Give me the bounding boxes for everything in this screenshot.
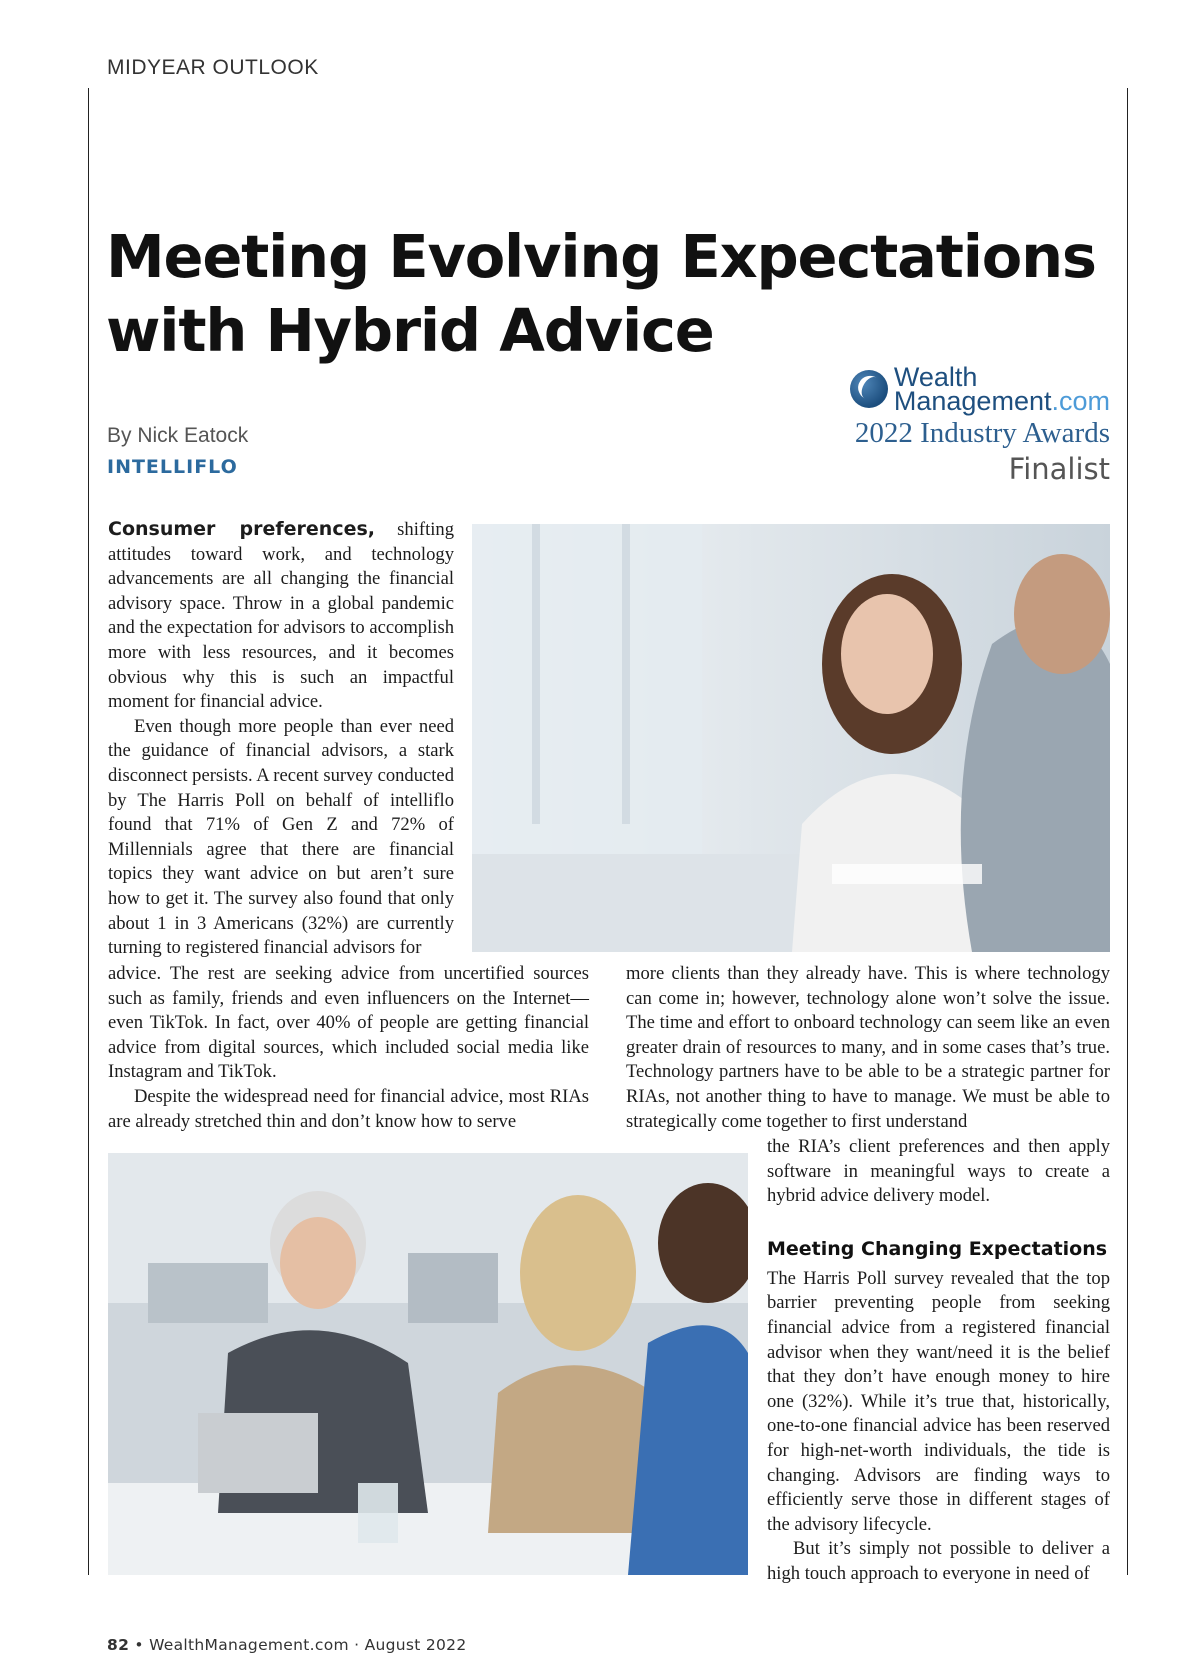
- award-logo: [840, 362, 1110, 416]
- footer-separator-bullet: •: [134, 1636, 150, 1654]
- paragraph-5: But it’s simply not possible to deliver a high touch approach to everyone in need of: [767, 1538, 1110, 1584]
- award-status: Finalist: [1008, 452, 1110, 486]
- award-logo-line2: Management: [893, 386, 1052, 416]
- author-company: INTELLIFLO: [107, 456, 238, 478]
- photo-group-meeting: [108, 1153, 748, 1575]
- right-column-rule: [1127, 88, 1128, 1575]
- paragraph-2-bottom: advice. The rest are seeking advice from uncertified sources such as family, friends and even influencers on the Internet—even TikTok. In fact, over 40% of people are getting financial advice from digital sources, which included social media like Instagram and TikTok.: [108, 963, 589, 1083]
- paragraph-1: shifting attitudes toward work, and technology advancements are all changing the financial advisory space. Throw in a global pandemic and the expectation for advisors to accomplish more with less resources, and it becomes obvious why this is such an impactful moment for financial advice.: [108, 519, 454, 713]
- lead-in: Consumer preferences,: [108, 518, 376, 540]
- left-column-bottom: [108, 962, 589, 1134]
- paragraph-3-continued: more clients than they already have. This is where technology can come in; however, technology alone won’t solve the issue. The time and effort to onboard technology can seem like an even greater drain of resources to many, and in some cases that’s true. Technology partners have to be able to be a strategic partner for RIAs, not another thing to have to manage. We must be able to strategically come together to first understand: [626, 963, 1110, 1132]
- article-title: Meeting Evolving Expectations with Hybrid Advice: [106, 222, 1096, 365]
- section-subhead: Meeting Changing Expectations: [767, 1237, 1108, 1260]
- page-footer: [107, 1636, 467, 1654]
- award-badge: [840, 362, 1110, 486]
- photo-group-meeting-illustration: [108, 1153, 748, 1575]
- footer-issue: August 2022: [364, 1636, 467, 1654]
- section-label: MIDYEAR OUTLOOK: [107, 56, 319, 79]
- photo-advisor-meeting: [472, 524, 1110, 952]
- award-logo-line1: Wealth: [893, 362, 978, 392]
- paragraph-4: The Harris Poll survey revealed that the top barrier preventing people from seeking financial advice from a registered financial advisor when they want/need it is the belief that they don’t have enough money to hire one (32%). While it’s true that, historically, one-to-one financial advice has been reserved for high-net-worth individuals, the tide is changing. Advisors are finding ways to efficiently serve those in different stages of the advisory lifecycle.: [767, 1267, 1110, 1535]
- left-column-top: [108, 517, 454, 961]
- footer-publication: WealthManagement.com: [149, 1636, 349, 1654]
- paragraph-3: Despite the widespread need for financial advice, most RIAs are already stretched thin and don’t know how to serve: [108, 1085, 589, 1132]
- page-number: 82: [107, 1636, 130, 1654]
- globe-icon: [850, 370, 888, 408]
- paragraph-2-top: Even though more people than ever need the guidance of financial advisors, a stark disconnect persists. A recent survey conducted by The Harris Poll on behalf of intelliflo found that 71% of Gen Z and 72% of Millennials agree that there are financial topics they want advice on but aren’t sure how to get it. The survey also found that only about 1 in 3 Americans (32%) are currently turning to registered financial advisors for: [108, 715, 454, 959]
- author-byline: By Nick Eatock: [107, 424, 249, 447]
- right-column-bottom: [767, 1135, 1110, 1587]
- footer-separator-dot: ·: [354, 1636, 365, 1654]
- award-year-label: 2022 Industry Awards: [854, 417, 1110, 449]
- photo-advisor-meeting-illustration: [472, 524, 1110, 952]
- left-column-rule: [88, 88, 89, 1575]
- right-column-mid: [626, 962, 1110, 1134]
- award-logo-suffix: .com: [1051, 386, 1110, 416]
- paragraph-3-end: the RIA’s client preferences and then apply software in meaningful ways to create a hybrid advice delivery model.: [767, 1136, 1110, 1207]
